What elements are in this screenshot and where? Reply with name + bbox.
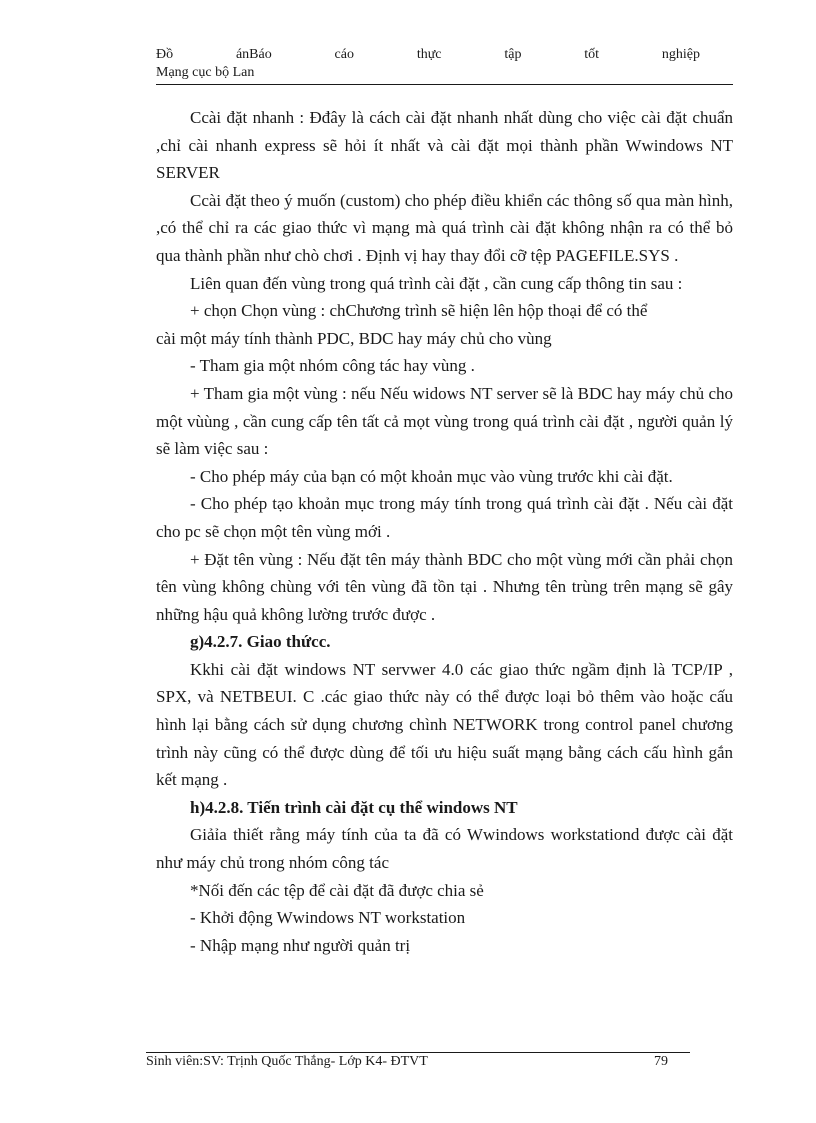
report-title-word: Đồ (156, 47, 174, 62)
report-title-word: nghiệp (661, 47, 700, 62)
section-heading: g)4.2.7. Giao thứcc. (190, 632, 331, 652)
paragraph: Giảỉa thiết rằng máy tính của ta đã có Wwindows workstationd được cài đặt như máy chủ trong nhóm công tác (156, 825, 733, 873)
report-subtitle: Mạng cục bộ Lan (156, 65, 255, 80)
page-footer (146, 1053, 690, 1071)
list-item: - Khởi động Wwindows NT workstation (190, 908, 466, 928)
report-title-word: tập (504, 47, 522, 62)
report-title-word: thực (416, 47, 442, 62)
list-item: *Nối đến các tệp để cài đặt đã được chia sẻ (190, 880, 484, 900)
paragraph: Ccài đặt theo ý muốn (custom) cho phép điều khiển các thông số qua màn hình, ,có thể chỉ ra các giao thức vì mạng mà quá trình cài đặt không nhận ra có thể bỏ qua thành phần như chò chơi . Định vị hay thay đổi cỡ tệp PAGEFILE.SYS . (156, 190, 733, 265)
paragraph: Ccài đặt nhanh : Đđây là cách cài đặt nhanh nhất dùng cho việc cài đặt chuẩn ,chỉ cài nhanh express sẽ hỏi ít nhất và cài đặt mọi thành phần Wwindows NT SERVER (156, 108, 733, 183)
report-title-word: tốt (584, 47, 600, 62)
page-header (156, 46, 700, 82)
paragraph: Kkhi cài đặt windows NT servwer 4.0 các giao thức ngầm định là TCP/IP , SPX, và NETBEUI. C .các giao thức này có thể được loại bỏ thêm vào hoặc cấu hình lại bằng cách sử dụng chương chình NETWORK trong control panel chương trình này cũng có thể được dùng để tối ưu hiệu suất mạng bằng cách cấu hình gắn kết mạng . (156, 659, 733, 790)
list-item: - Nhập mạng như người quản trị (190, 935, 411, 955)
report-title (156, 46, 700, 64)
list-item: cài một máy tính thành PDC, BDC hay máy chủ cho vùng (156, 328, 552, 348)
list-item: + chọn Chọn vùng : chChương trình sẽ hiện lên hộp thoại để có thể (190, 301, 648, 321)
list-item: + Đặt tên vùng : Nếu đặt tên máy thành BDC cho một vùng mới cần phải chọn tên vùng không chùng với tên vùng đã tồn tại . Nhưng tên trùng trên mạng sẽ gây những hậu quả không lường trước được . (156, 549, 733, 624)
student-info: Sinh viên:SV: Trịnh Quốc Thắng- Lớp K4- ĐTVT (146, 1054, 428, 1069)
list-item: - Cho phép máy của bạn có một khoản mục vào vùng trước khi cài đặt. (190, 466, 673, 486)
page-number: 79 (654, 1054, 668, 1069)
list-item: - Tham gia một nhóm công tác hay vùng . (190, 356, 475, 376)
header-divider (156, 84, 733, 85)
paragraph: Liên quan đến vùng trong quá trình cài đặt , cần cung cấp thông tin sau : (190, 273, 683, 293)
section-heading: h)4.2.8. Tiến trình cài đặt cụ thể windows NT (190, 797, 518, 817)
document-body (156, 104, 733, 959)
list-item: - Cho phép tạo khoản mục trong máy tính trong quá trình cài đặt . Nếu cài đặt cho pc sẽ chọn một tên vùng mới . (156, 494, 733, 541)
report-title-word: ánBáo (235, 47, 272, 62)
report-title-word: cáo (334, 47, 354, 62)
list-item: + Tham gia một vùng : nếu Nếu widows NT server sẽ là BDC hay máy chủ cho một vùùng , cần cung cấp tên tất cả mọt vùng trong quá trình cài đặt , người quản lý sẽ làm việc sau : (156, 383, 733, 459)
